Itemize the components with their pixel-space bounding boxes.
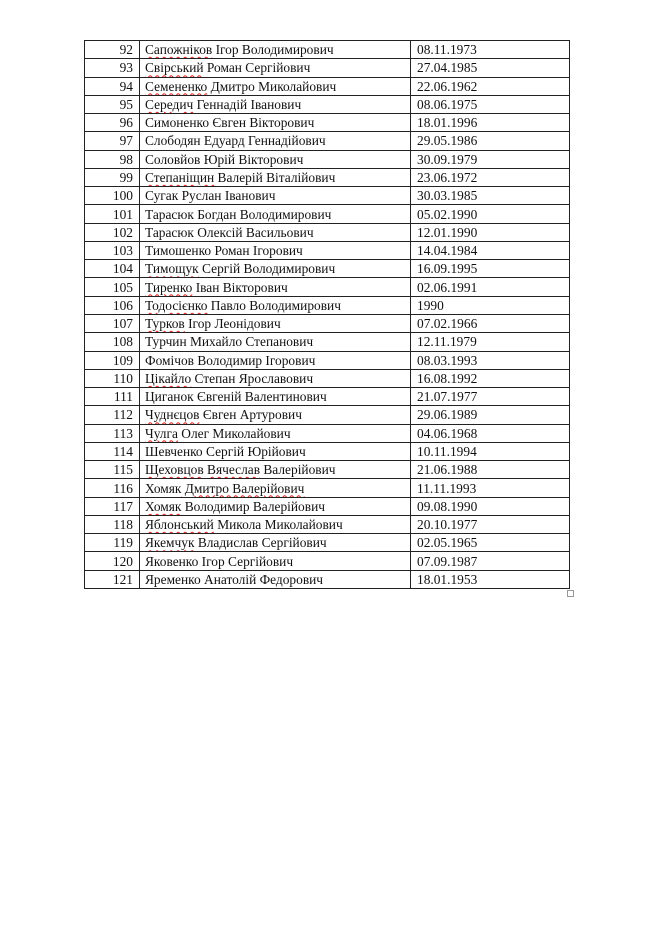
name-rest: Владислав Сергійович <box>194 535 327 551</box>
name-rest: Роман Ігорович <box>211 243 303 259</box>
name-rest: Ігор Володимирович <box>212 42 334 58</box>
surname: Симоненко <box>145 115 210 131</box>
surname: Чуднєцов <box>145 407 200 423</box>
name-rest: Володимир Валерійович <box>181 498 325 514</box>
row-number: 119 <box>85 534 140 552</box>
name-rest: Ігор Леонідович <box>184 316 281 332</box>
birth-date: 07.09.1987 <box>411 552 570 570</box>
name-rest: Євген Вікторович <box>209 115 315 131</box>
table-row <box>85 406 570 424</box>
full-name <box>140 168 411 186</box>
name-rest: Ігор Сергійович <box>198 553 294 569</box>
birth-date: 02.06.1991 <box>411 278 570 296</box>
row-number: 93 <box>85 59 140 77</box>
birth-date: 27.04.1985 <box>411 59 570 77</box>
row-number: 106 <box>85 296 140 314</box>
surname: Тиренко <box>145 279 193 295</box>
table-row <box>85 497 570 515</box>
table-row <box>85 424 570 442</box>
name-rest: Євгеній Валентинович <box>193 389 327 405</box>
row-number: 92 <box>85 41 140 59</box>
table-row <box>85 114 570 132</box>
table-row <box>85 442 570 460</box>
full-name <box>140 205 411 223</box>
surname: Тарасюк <box>145 206 194 222</box>
row-number: 105 <box>85 278 140 296</box>
row-number: 111 <box>85 388 140 406</box>
birth-date: 05.02.1990 <box>411 205 570 223</box>
row-number: 104 <box>85 260 140 278</box>
table-row <box>85 333 570 351</box>
name-rest: Роман Сергійович <box>203 60 311 76</box>
name-rest: Вячеслав Валерійович <box>207 462 336 478</box>
birth-date: 12.01.1990 <box>411 223 570 241</box>
surname: Циганок <box>145 389 194 405</box>
birth-date: 30.09.1979 <box>411 150 570 168</box>
table-row <box>85 168 570 186</box>
name-rest: Євген Артурович <box>199 407 302 423</box>
full-name <box>140 424 411 442</box>
birth-date: 23.06.1972 <box>411 168 570 186</box>
surname: Якемчук <box>145 535 195 551</box>
name-rest: Степан Ярославович <box>191 370 314 386</box>
row-number: 121 <box>85 570 140 588</box>
surname: Слободян <box>145 133 201 149</box>
surname: Тодосієнко <box>145 297 208 313</box>
surname: Яблонський <box>145 517 214 533</box>
surname: Турчин <box>145 334 187 350</box>
full-name <box>140 150 411 168</box>
birth-date: 07.02.1966 <box>411 314 570 332</box>
row-number: 98 <box>85 150 140 168</box>
name-rest: Богдан Володимирович <box>193 206 332 222</box>
table-resize-handle[interactable] <box>567 590 574 597</box>
name-rest: Володимир Ігорович <box>193 352 316 368</box>
full-name <box>140 351 411 369</box>
full-name <box>140 442 411 460</box>
row-number: 109 <box>85 351 140 369</box>
birth-date: 08.03.1993 <box>411 351 570 369</box>
birth-date: 18.01.1996 <box>411 114 570 132</box>
table-row <box>85 241 570 259</box>
row-number: 107 <box>85 314 140 332</box>
table-row <box>85 132 570 150</box>
table-row <box>85 150 570 168</box>
surname: Свірський <box>145 60 204 76</box>
surname: Яременко <box>145 571 201 587</box>
name-rest: Павло Володимирович <box>207 297 341 313</box>
table-row <box>85 570 570 588</box>
surname: Тарасюк <box>145 224 194 240</box>
table-row <box>85 77 570 95</box>
full-name <box>140 59 411 77</box>
row-number: 118 <box>85 515 140 533</box>
full-name <box>140 296 411 314</box>
full-name <box>140 552 411 570</box>
table-row <box>85 278 570 296</box>
name-rest: Сергій Володимирович <box>198 261 336 277</box>
table-row <box>85 369 570 387</box>
full-name <box>140 369 411 387</box>
name-rest: Руслан Іванович <box>178 188 276 204</box>
surname: Степаніщин <box>145 169 215 185</box>
birth-date: 16.08.1992 <box>411 369 570 387</box>
table-body <box>85 41 570 589</box>
table-row <box>85 552 570 570</box>
row-number: 108 <box>85 333 140 351</box>
birth-date: 29.05.1986 <box>411 132 570 150</box>
name-rest: Геннадій Іванович <box>193 96 302 112</box>
birth-date: 08.11.1973 <box>411 41 570 59</box>
name-rest: Дмитро Валерійович <box>181 480 305 496</box>
name-rest: Микола Миколайович <box>213 517 343 533</box>
surname: Хомяк <box>145 498 182 514</box>
name-rest: Дмитро Миколайович <box>207 78 337 94</box>
birth-date: 12.11.1979 <box>411 333 570 351</box>
table-row <box>85 59 570 77</box>
full-name <box>140 114 411 132</box>
row-number: 110 <box>85 369 140 387</box>
table-row <box>85 205 570 223</box>
birth-date: 18.01.1953 <box>411 570 570 588</box>
surname: Яковенко <box>145 553 199 569</box>
table-row <box>85 187 570 205</box>
surname: Цікайло <box>145 370 192 386</box>
birth-date: 02.05.1965 <box>411 534 570 552</box>
birth-date: 30.03.1985 <box>411 187 570 205</box>
birth-date: 09.08.1990 <box>411 497 570 515</box>
name-rest: Олексій Васильович <box>193 224 314 240</box>
full-name <box>140 77 411 95</box>
surname: Середич <box>145 96 194 112</box>
full-name <box>140 41 411 59</box>
table-row <box>85 260 570 278</box>
table-row <box>85 41 570 59</box>
row-number: 99 <box>85 168 140 186</box>
name-rest: Юрій Вікторович <box>200 151 304 167</box>
table-row <box>85 314 570 332</box>
full-name <box>140 278 411 296</box>
full-name <box>140 260 411 278</box>
row-number: 116 <box>85 479 140 497</box>
full-name <box>140 333 411 351</box>
full-name <box>140 241 411 259</box>
birth-date: 21.06.1988 <box>411 461 570 479</box>
full-name <box>140 461 411 479</box>
birth-date: 22.06.1962 <box>411 77 570 95</box>
row-number: 97 <box>85 132 140 150</box>
surname: Сугак <box>145 188 179 204</box>
surname: Хомяк <box>145 480 182 496</box>
row-number: 94 <box>85 77 140 95</box>
full-name <box>140 534 411 552</box>
full-name <box>140 223 411 241</box>
table-row <box>85 223 570 241</box>
table-row <box>85 515 570 533</box>
row-number: 117 <box>85 497 140 515</box>
full-name <box>140 95 411 113</box>
surname: Щеховцов <box>145 462 204 478</box>
full-name <box>140 570 411 588</box>
table-row <box>85 461 570 479</box>
table-row <box>85 534 570 552</box>
name-rest: Михайло Степанович <box>186 334 314 350</box>
row-number: 115 <box>85 461 140 479</box>
surname: Семененко <box>145 78 208 94</box>
given-name: Вячеслав <box>207 462 261 478</box>
row-number: 96 <box>85 114 140 132</box>
birth-date: 14.04.1984 <box>411 241 570 259</box>
surname: Фомічов <box>145 352 194 368</box>
birth-date: 20.10.1977 <box>411 515 570 533</box>
full-name <box>140 406 411 424</box>
full-name <box>140 132 411 150</box>
row-number: 112 <box>85 406 140 424</box>
row-number: 95 <box>85 95 140 113</box>
table-row <box>85 351 570 369</box>
name-rest: Едуард Геннадійович <box>200 133 326 149</box>
birth-date: 1990 <box>411 296 570 314</box>
row-number: 102 <box>85 223 140 241</box>
birth-date: 21.07.1977 <box>411 388 570 406</box>
name-rest: Іван Вікторович <box>192 279 288 295</box>
table-row <box>85 388 570 406</box>
table-row <box>85 95 570 113</box>
birth-date: 11.11.1993 <box>411 479 570 497</box>
name-rest: Анатолій Федорович <box>200 571 324 587</box>
row-number: 103 <box>85 241 140 259</box>
full-name <box>140 479 411 497</box>
birth-date: 29.06.1989 <box>411 406 570 424</box>
surname: Шевченко <box>145 443 203 459</box>
surname: Тимошенко <box>145 243 212 259</box>
name-rest: Сергій Юрійович <box>202 443 306 459</box>
surname: Чулга <box>145 425 178 441</box>
row-number: 114 <box>85 442 140 460</box>
name-rest: Валерій Віталійович <box>214 169 336 185</box>
surname: Сапожніков <box>145 42 213 58</box>
row-number: 100 <box>85 187 140 205</box>
personnel-table <box>84 40 570 589</box>
full-name <box>140 515 411 533</box>
birth-date: 10.11.1994 <box>411 442 570 460</box>
row-number: 101 <box>85 205 140 223</box>
full-name <box>140 187 411 205</box>
birth-date: 08.06.1975 <box>411 95 570 113</box>
birth-date: 04.06.1968 <box>411 424 570 442</box>
birth-date: 16.09.1995 <box>411 260 570 278</box>
full-name <box>140 388 411 406</box>
table-row <box>85 479 570 497</box>
full-name <box>140 314 411 332</box>
row-number: 113 <box>85 424 140 442</box>
surname: Турков <box>145 316 185 332</box>
surname: Тимощук <box>145 261 199 277</box>
table-row <box>85 296 570 314</box>
full-name <box>140 497 411 515</box>
row-number: 120 <box>85 552 140 570</box>
name-rest: Олег Миколайович <box>177 425 291 441</box>
surname: Соловйов <box>145 151 201 167</box>
